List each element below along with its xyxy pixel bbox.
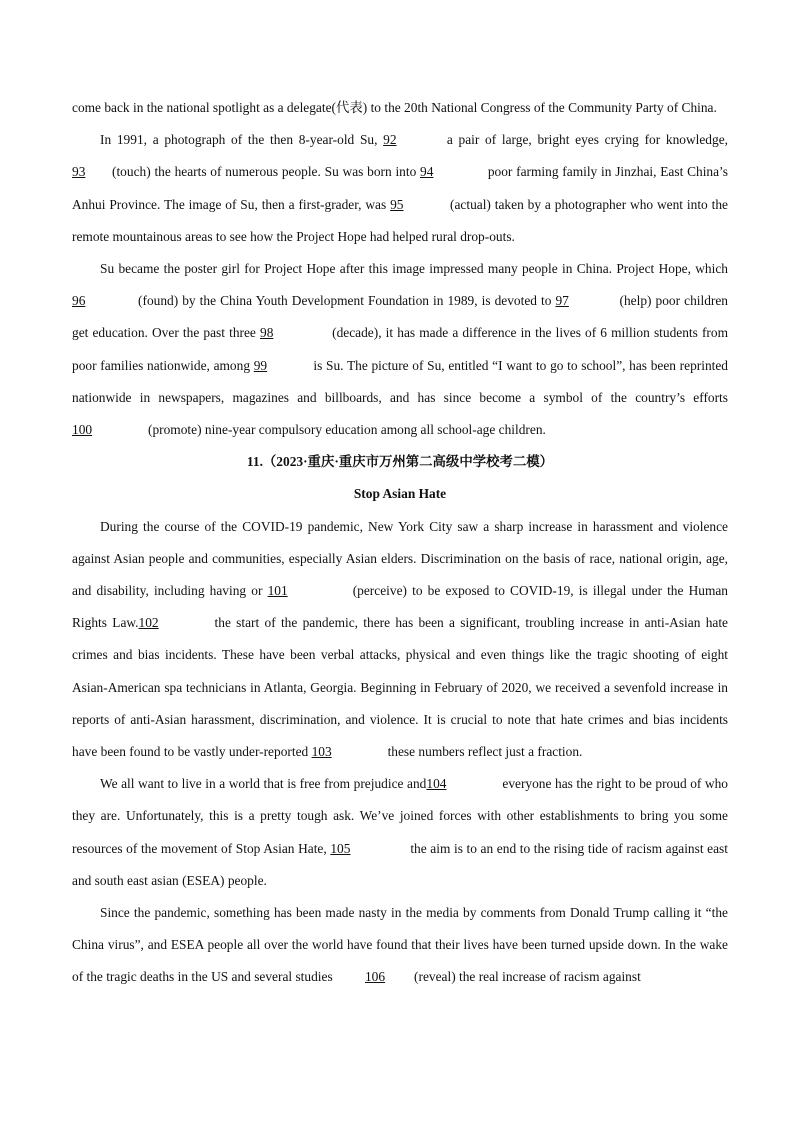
- question-heading: 11.（2023·重庆·重庆市万州第二高级中学校考二模）: [246, 454, 554, 470]
- blank-104[interactable]: 104: [426, 776, 447, 792]
- paragraph-covid: During the course of the COVID-19 pandemic, New York City saw a sharp increase in harassment and violence against Asian people and communities, especially Asian elders. Discrimination on the basis of race, national origin, age, and disability, including having or 101 (perceive) to be exposed to COVID-19, is illegal under the Human Rights Law.102 the start of the pandemic, there has been a significant, troubling increase in anti-Asian hate crimes and bias incidents. These have been verbal attacks, physical and even things like the tragic shooting of eight Asian-American spa technicians in Atlanta, Georgia. Beginning in February of 2020, we received a sevenfold increase in reports of anti-Asian harassment, discrimination, and violence. It is crucial to note that hate crimes and bias incidents have been found to be vastly under-reported 103 these numbers reflect just a fraction.: [72, 511, 728, 769]
- paragraph-project-hope: Su became the poster girl for Project Hope after this image impressed many people in China. Project Hope, which 96 (found) by the China Youth Development Foundation in 1989, is devoted to 97 (help) poor children get education. Over the past three 98 (decade), it has made a difference in the lives of 6 million students from poor families nationwide, among 99 is Su. The picture of Su, entitled “I want to go to school”, has been reprinted nationwide in newspapers, magazines and billboards, and has since become a symbol of the country’s efforts 100 (promote) nine-year compulsory education among all school-age children.: [72, 253, 728, 446]
- blank-95[interactable]: 95: [390, 196, 404, 212]
- blank-102[interactable]: 102: [138, 615, 159, 631]
- blank-93[interactable]: 93: [72, 164, 86, 180]
- paragraph-pandemic-media: Since the pandemic, something has been made nasty in the media by comments from Donald Trump calling it “the China virus”, and ESEA people all over the world have found that their lives have been turned upside down. In the wake of the tragic deaths in the US and several studies 106 (reveal) the real increase of racism against: [72, 897, 728, 994]
- document-page: [72, 92, 728, 994]
- blank-101[interactable]: 101: [267, 583, 288, 599]
- paragraph-photograph: In 1991, a photograph of the then 8-year-old Su, 92 a pair of large, bright eyes crying for knowledge, 93 (touch) the hearts of numerous people. Su was born into 94 poor farming family in Jinzhai, East China’s Anhui Province. The image of Su, then a first-grader, was 95 (actual) taken by a photographer who went into the remote mountainous areas to see how the Project Hope had helped rural drop-outs.: [72, 124, 728, 253]
- blank-99[interactable]: 99: [253, 357, 268, 373]
- blank-98[interactable]: 98: [260, 325, 274, 341]
- blank-92[interactable]: 92: [383, 132, 397, 148]
- paragraph-prejudice: We all want to live in a world that is free from prejudice and104 everyone has the right to be proud of who they are. Unfortunately, this is a pretty tough ask. We’ve joined forces with other establishments to bring you some resources of the movement of Stop Asian Hate, 105 the aim is to an end to the rising tide of racism against east and south east asian (ESEA) people.: [72, 768, 728, 897]
- blank-103[interactable]: 103: [311, 744, 332, 760]
- blank-100[interactable]: 100: [72, 422, 93, 438]
- blank-96[interactable]: 96: [72, 293, 86, 309]
- blank-106[interactable]: 106: [364, 969, 386, 985]
- blank-105[interactable]: 105: [330, 840, 351, 856]
- blank-94[interactable]: 94: [420, 164, 434, 180]
- paragraph-continuation: come back in the national spotlight as a delegate(代表) to the 20th National Congress of the Community Party of China.: [72, 100, 717, 115]
- passage-title: Stop Asian Hate: [353, 486, 447, 502]
- blank-97[interactable]: 97: [555, 293, 569, 309]
